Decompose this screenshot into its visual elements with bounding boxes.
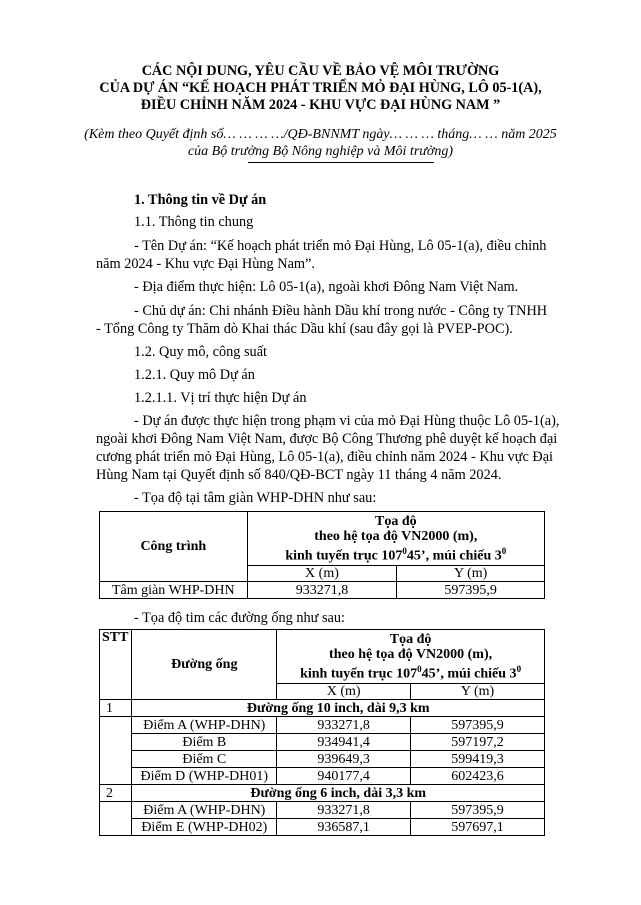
point-x: 936587,1 xyxy=(277,819,411,836)
point-x: 934941,4 xyxy=(277,734,411,751)
point-name: Điểm E (WHP-DH02) xyxy=(132,819,277,836)
group-stt-spacer xyxy=(100,802,132,836)
point-y: 597697,1 xyxy=(411,819,545,836)
project-owner-line-1: - Chủ dự án: Chi nhánh Điều hành Dầu khí trong nước - Công ty TNHH xyxy=(134,303,548,319)
table-row xyxy=(100,582,545,599)
col-header-coordinates xyxy=(277,630,545,684)
heading-project-scale: 1.2.1. Quy mô Dự án xyxy=(134,367,255,383)
project-owner-line-2: - Tổng Công ty Thăm dò Khai thác Dầu khí (sau đây gọi là PVEP-POC). xyxy=(96,321,513,337)
point-name: Điểm B xyxy=(132,734,277,751)
col-header-y: Y (m) xyxy=(411,684,545,700)
title-line-3: ĐIỀU CHỈNH NĂM 2024 - KHU VỰC ĐẠI HÙNG NAM ” xyxy=(140,97,501,113)
platform-coordinates-table xyxy=(99,511,545,599)
project-name-line-1: - Tên Dự án: “Kế hoạch phát triển mỏ Đại Hùng, Lô 05-1(a), điều chỉnh xyxy=(134,238,547,254)
col-header-y: Y (m) xyxy=(397,566,545,582)
point-x: 940177,4 xyxy=(277,768,411,785)
group-title: Đường ống 6 inch, dài 3,3 km xyxy=(132,785,545,802)
coord-header-line-2: theo hệ tọa độ VN2000 (m), xyxy=(329,646,493,662)
scope-line-3: cương phát triển mỏ Đại Hùng, Lô 05-1(a), điều chỉnh năm 2024 - Khu vực Đại xyxy=(96,449,554,465)
point-name: Điểm A (WHP-DHN) xyxy=(132,802,277,819)
point-y: 597395,9 xyxy=(411,717,545,734)
scope-line-1: - Dự án được thực hiện trong phạm vi của mỏ Đại Hùng thuộc Lô 05-1(a), xyxy=(134,413,560,429)
point-name: Điểm A (WHP-DHN) xyxy=(132,717,277,734)
table2-intro: - Tọa độ tim các đường ống như sau: xyxy=(134,610,345,626)
point-name: Điểm D (WHP-DH01) xyxy=(132,768,277,785)
coord-header-line-1: Tọa độ xyxy=(375,513,417,529)
group-stt: 1 xyxy=(100,700,132,717)
point-y: 597197,2 xyxy=(411,734,545,751)
point-name: Điểm C xyxy=(132,751,277,768)
point-x: 933271,8 xyxy=(277,717,411,734)
subtitle-line-1: (Kèm theo Quyết định số… … … …/QĐ-BNNMT ngày… … … tháng… … năm 2025 xyxy=(84,127,557,142)
coord-header-line-2: theo hệ tọa độ VN2000 (m), xyxy=(314,528,478,544)
project-name-line-2: năm 2024 - Khu vực Đại Hùng Nam”. xyxy=(96,256,315,272)
group-stt-spacer xyxy=(100,717,132,785)
col-header-x: X (m) xyxy=(277,684,411,700)
col-header-stt: STT xyxy=(100,630,132,700)
group-stt: 2 xyxy=(100,785,132,802)
scope-line-2: ngoài khơi Đông Nam Việt Nam, được Bộ Công Thương phê duyệt kế hoạch đại xyxy=(96,431,558,447)
table-row xyxy=(100,802,545,819)
coord-header-line-1: Tọa độ xyxy=(389,631,432,647)
title-divider xyxy=(248,162,434,163)
coord-header-line-3: kinh tuyến trục $107^045$’, múi chiếu $3^0$ xyxy=(300,663,522,682)
point-y: 599419,3 xyxy=(411,751,545,768)
col-header-work: Công trình xyxy=(100,512,248,582)
group-row xyxy=(100,700,545,717)
group-row xyxy=(100,785,545,802)
table-row xyxy=(100,819,545,836)
table-row xyxy=(100,734,545,751)
col-header-coordinates xyxy=(247,512,544,566)
title-line-1: CÁC NỘI DUNG, YÊU CẦU VỀ BẢO VỆ MÔI TRƯỜNG xyxy=(141,63,500,79)
subtitle-line-2: của Bộ trưởng Bộ Nông nghiệp và Môi trường) xyxy=(187,144,454,159)
table-row xyxy=(100,751,545,768)
project-location: - Địa điểm thực hiện: Lô 05-1(a), ngoài khơi Đông Nam Việt Nam. xyxy=(134,279,519,295)
scope-line-4: Hùng Nam tại Quyết định số 840/QĐ-BCT ngày 11 tháng 4 năm 2024. xyxy=(96,467,502,483)
col-header-pipe: Đường ống xyxy=(132,630,277,700)
point-y: 597395,9 xyxy=(411,802,545,819)
heading-project-info: 1. Thông tin về Dự án xyxy=(134,192,267,208)
table-row xyxy=(100,768,545,785)
title-line-2: CỦA DỰ ÁN “KẾ HOẠCH PHÁT TRIỂN MỎ ĐẠI HÙNG, LÔ 05-1(A), xyxy=(99,80,542,96)
table1-intro: - Tọa độ tại tâm giàn WHP-DHN như sau: xyxy=(134,490,377,506)
point-y: 602423,6 xyxy=(411,768,545,785)
group-title: Đường ống 10 inch, dài 9,3 km xyxy=(132,700,545,717)
point-x: 933271,8 xyxy=(277,802,411,819)
col-header-x: X (m) xyxy=(247,566,397,582)
platform-y: 597395,9 xyxy=(397,582,545,599)
platform-name: Tâm giàn WHP-DHN xyxy=(100,582,248,599)
table-row xyxy=(100,717,545,734)
platform-x: 933271,8 xyxy=(247,582,397,599)
pipeline-coordinates-table xyxy=(99,629,545,836)
heading-location: 1.2.1.1. Vị trí thực hiện Dự án xyxy=(134,390,307,406)
coord-header-line-3: kinh tuyến trục $107^045$’, múi chiếu $3^0$ xyxy=(285,545,507,564)
heading-scale: 1.2. Quy mô, công suất xyxy=(134,344,268,360)
heading-general-info: 1.1. Thông tin chung xyxy=(134,214,254,230)
point-x: 939649,3 xyxy=(277,751,411,768)
